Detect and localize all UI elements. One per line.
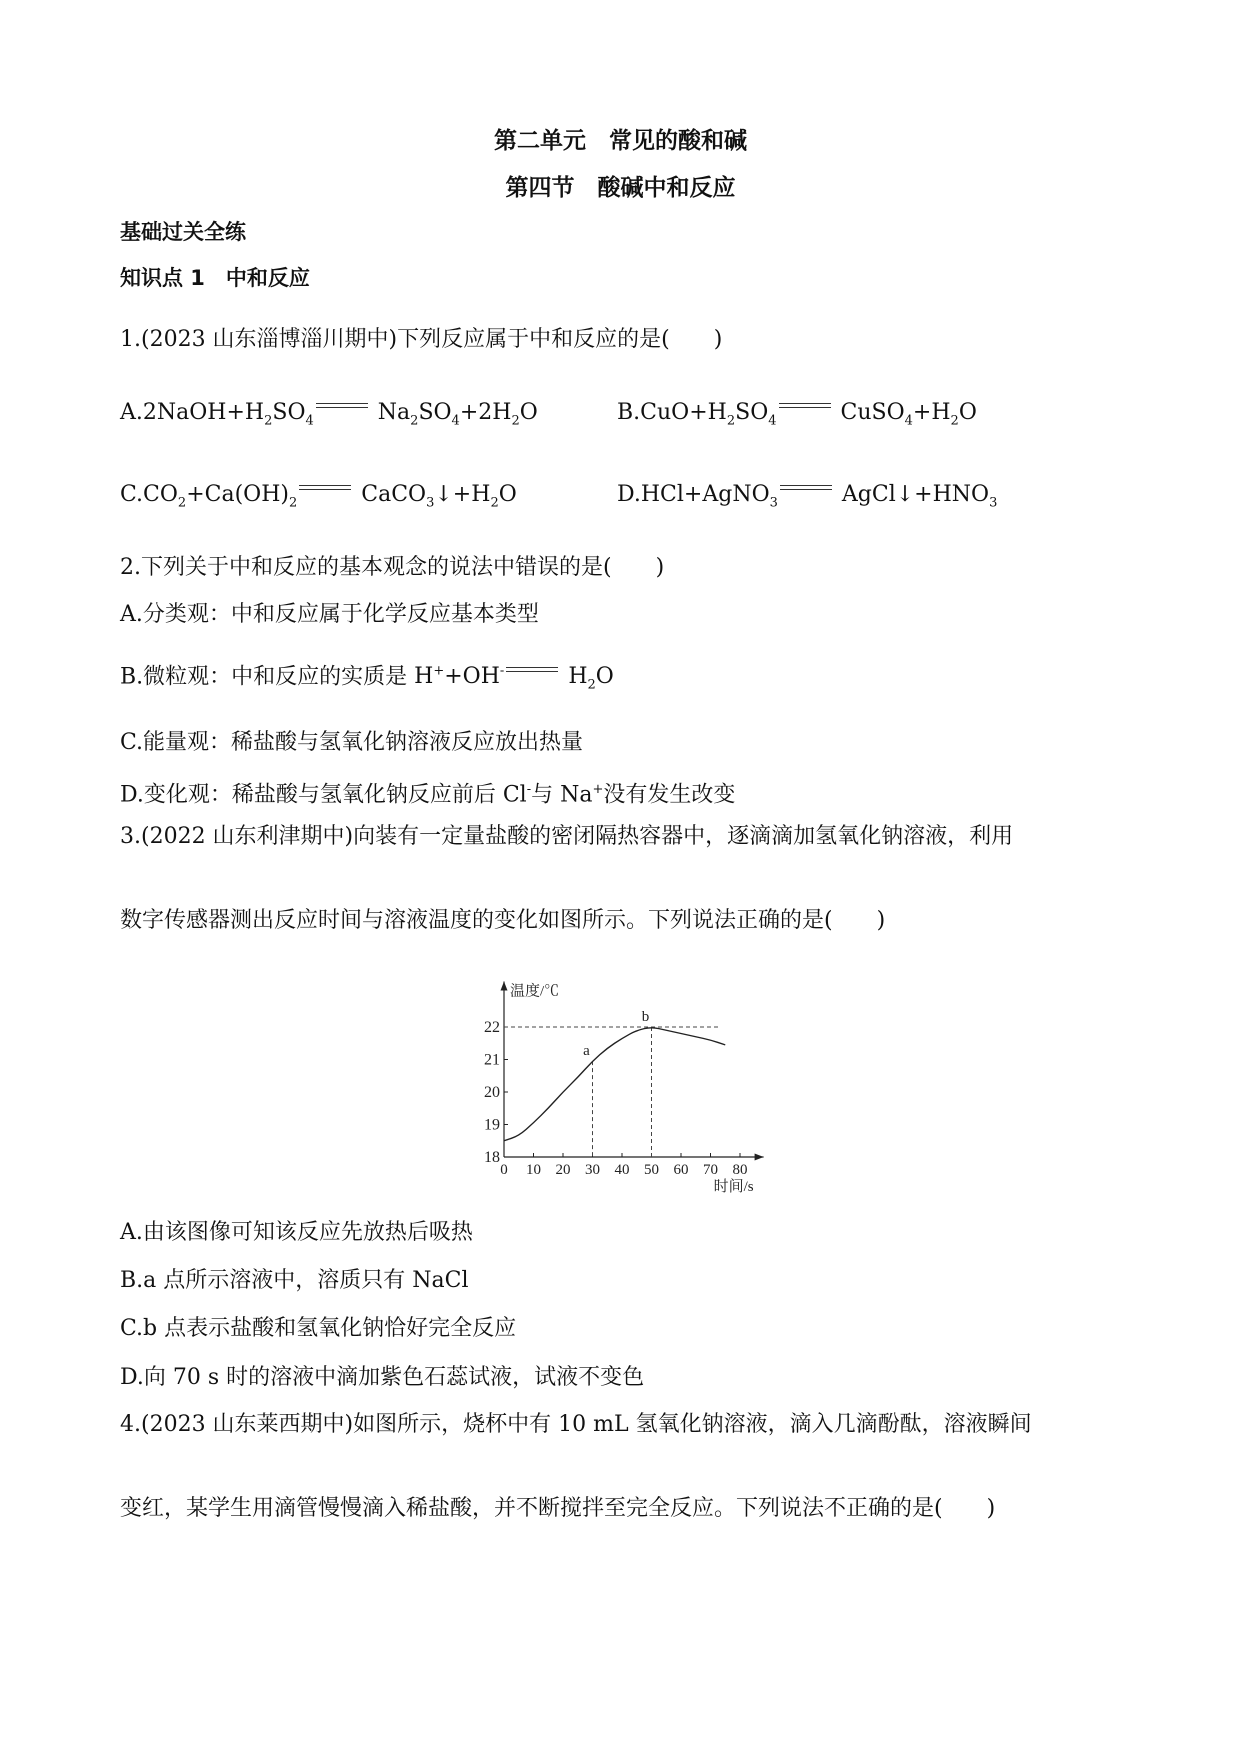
y-tick-label: 20 — [484, 1084, 500, 1101]
x-tick-label: 30 — [585, 1162, 600, 1178]
x-tick-label: 70 — [703, 1162, 718, 1178]
q3-option-a: A.由该图像可知该反应先放热后吸热 — [120, 1220, 473, 1245]
y-tick-label: 18 — [484, 1149, 500, 1166]
heading-knowledge-point-1: 知识点 1 中和反应 — [120, 266, 310, 290]
q1-stem: 1.(2023 山东淄博淄川期中)下列反应属于中和反应的是( ) — [120, 327, 723, 352]
q1-option-d: D.HCl+AgNO$_3$ $AgCl↓+HNO_3$ — [617, 482, 998, 511]
section-title: 第四节 酸碱中和反应 — [505, 175, 736, 201]
x-tick-label: 50 — [644, 1162, 659, 1178]
q3-option-c: C.b 点表示盐酸和氢氧化钠恰好完全反应 — [120, 1316, 517, 1341]
x-axis-label: 时间/s — [713, 1179, 754, 1195]
q2-option-c: C.能量观：稀盐酸与氢氧化钠溶液反应放出热量 — [120, 730, 584, 755]
q3-stem-line1: 3.(2022 山东利津期中)向装有一定量盐酸的密闭隔热容器中，逐滴滴加氢氧化钠溶液，利用 — [120, 824, 1014, 849]
q2-option-b: B.微粒观：中和反应的实质是 H++OH- $H_2O$ — [120, 664, 614, 693]
x-tick-label: 0 — [500, 1162, 508, 1178]
temperature-time-chart — [484, 962, 770, 1195]
q2-option-d: D.变化观：稀盐酸与氢氧化钠反应前后 Cl-与 Na+没有发生改变 — [120, 782, 736, 808]
q4-stem-line2: 变红，某学生用滴管慢慢滴入稀盐酸，并不断搅拌至完全反应。下列说法不正确的是( ) — [120, 1496, 996, 1521]
x-tick-label: 60 — [673, 1162, 689, 1178]
y-tick-label: 19 — [484, 1116, 500, 1134]
q1-option-c: $C.CO_2+Ca(OH)_2$ $CaCO_3↓+H_2O$ — [120, 482, 517, 511]
heading-practice: 基础过关全练 — [120, 220, 246, 244]
x-axis-arrow — [755, 1154, 764, 1161]
y-tick-label: 22 — [484, 1019, 500, 1036]
point-label-a: a — [583, 1043, 590, 1060]
y-tick-label: 21 — [484, 1051, 500, 1069]
q4-stem-line1: 4.(2023 山东莱西期中)如图所示，烧杯中有 10 mL 氢氧化钠溶液，滴入几滴酚酞，溶液瞬间 — [120, 1412, 1032, 1437]
x-tick-label: 10 — [526, 1162, 541, 1178]
q1-option-a: $A.2NaOH+H_2SO_4$ $Na_2SO_4+2H_2O$ — [120, 400, 538, 429]
y-axis-arrow — [501, 982, 508, 991]
unit-title: 第二单元 常见的酸和碱 — [494, 128, 747, 154]
temperature-curve — [504, 1028, 725, 1141]
x-tick-label: 80 — [732, 1162, 748, 1178]
x-tick-label: 40 — [614, 1162, 630, 1178]
q3-stem-line2: 数字传感器测出反应时间与溶液温度的变化如图所示。下列说法正确的是( ) — [120, 908, 886, 933]
q2-option-a: A.分类观：中和反应属于化学反应基本类型 — [120, 602, 539, 627]
q3-option-d: D.向 70 s 时的溶液中滴加紫色石蕊试液，试液不变色 — [120, 1365, 645, 1390]
q2-stem: 2.下列关于中和反应的基本观念的说法中错误的是( ) — [120, 555, 665, 580]
q1-option-b: $B.CuO+H_2SO_4$ $CuSO_4+H_2O$ — [617, 400, 977, 429]
point-label-b: b — [641, 1009, 650, 1025]
q3-option-b: B.a 点所示溶液中，溶质只有 NaCl — [120, 1268, 469, 1293]
y-axis-label: 温度/℃ — [510, 983, 560, 1000]
x-tick-label: 20 — [555, 1162, 571, 1178]
